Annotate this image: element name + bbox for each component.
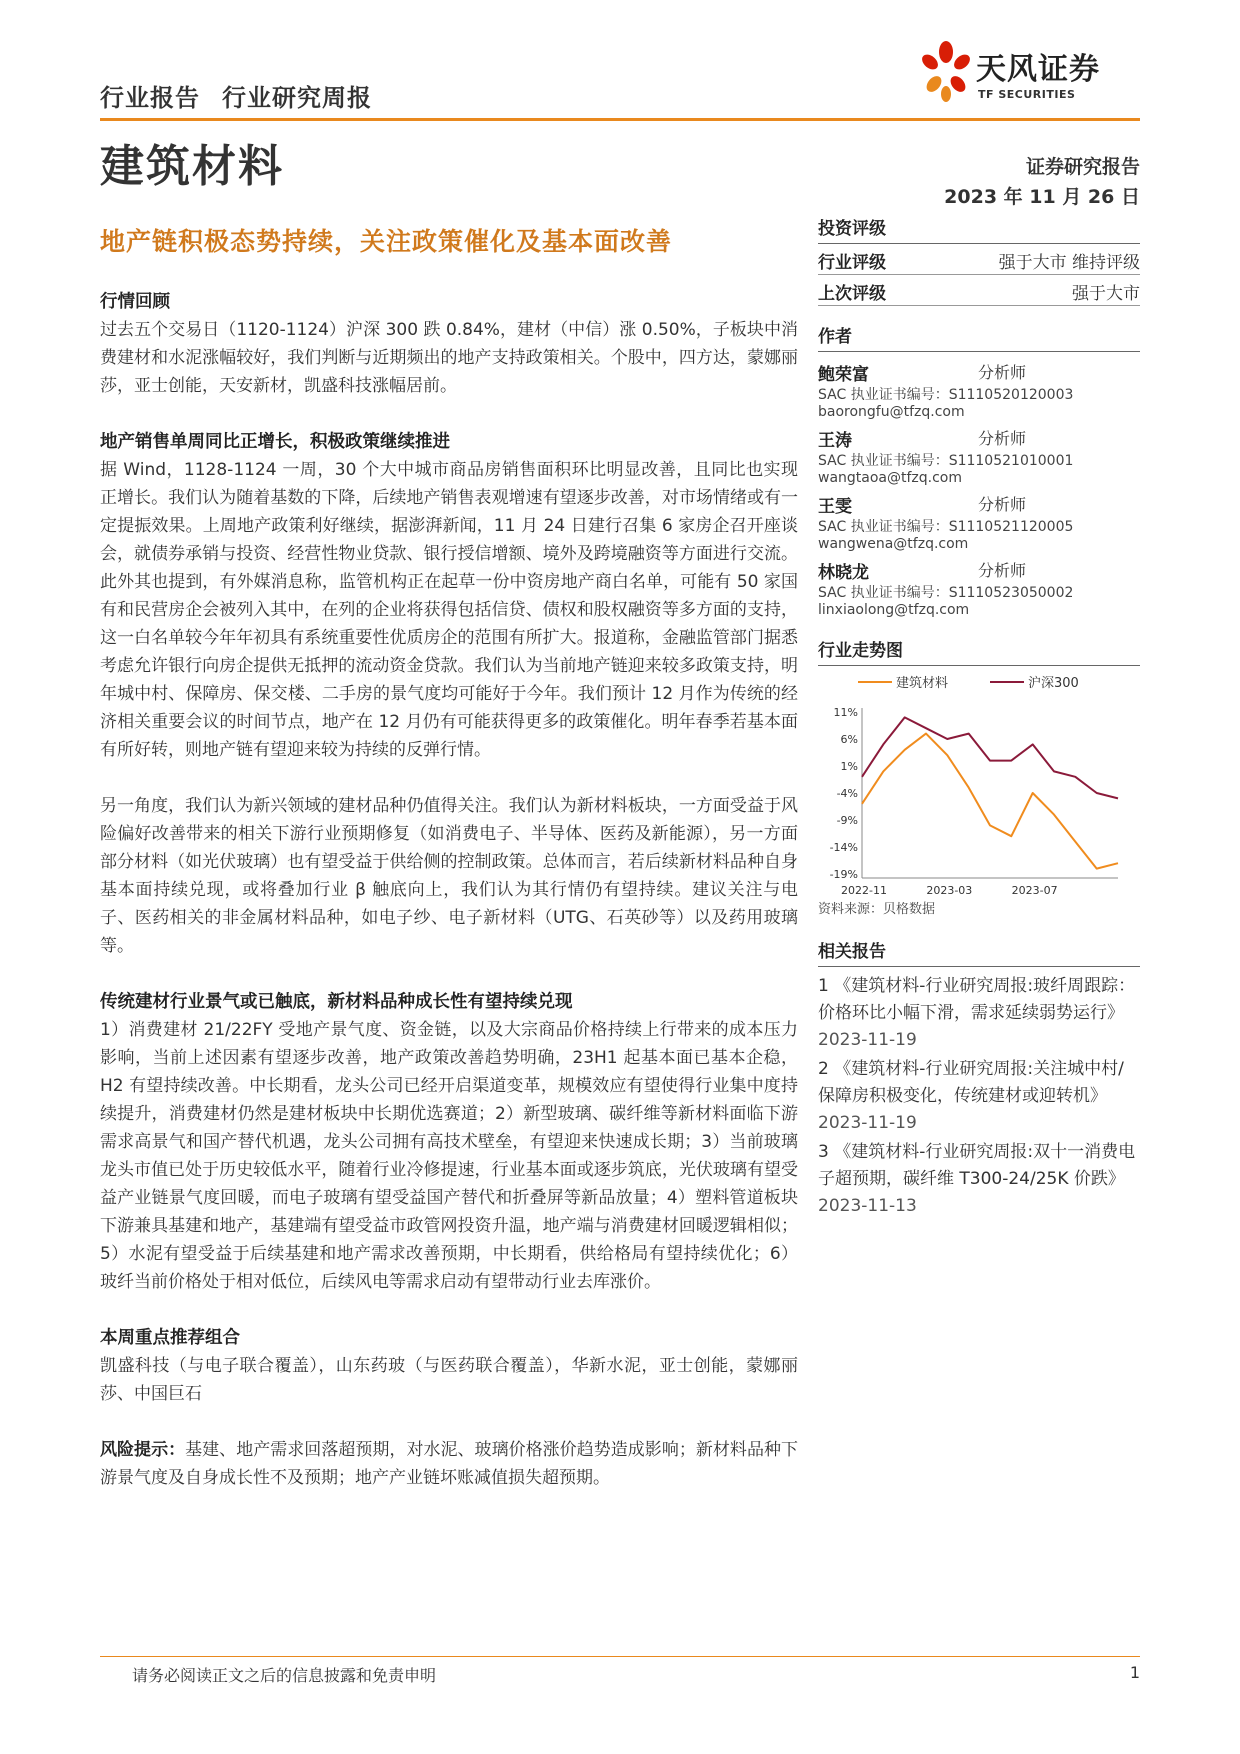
legend-label: 建筑材料 xyxy=(896,676,949,691)
logo-name-cn: 天风证券 xyxy=(976,52,1100,87)
section-property xyxy=(100,428,798,764)
author-entry xyxy=(818,492,1140,558)
author-email[interactable]: wangtaoa@tfzq.com xyxy=(818,470,963,486)
industry-title: 建筑材料 xyxy=(100,141,284,192)
section-body: 另一角度，我们认为新兴领域的建材品种仍值得关注。我们认为新材料板块，一方面受益于风险偏好改善带来的相关下游行业预期修复（如消费电子、半导体、医药及新能源），另一方面部分材料（如光伏玻璃）也有望受益于供给侧的控制政策。总体而言，若后续新材料品种自身基本面持续兑现，或将叠加行业 β 触底向上，我们认为其行情仍有望持续。建议关注与电子、医药相关的非金属材料品种，如电子纱、电子新材料（UTG、石英砂等）以及药用玻璃等。 xyxy=(100,796,798,956)
category-label: 行业报告 xyxy=(100,84,200,112)
author-email[interactable]: wangwena@tfzq.com xyxy=(818,536,969,552)
section-risk xyxy=(100,1436,798,1492)
section-picks xyxy=(100,1324,798,1408)
y-tick-label: -19% xyxy=(829,868,858,881)
section-body: 过去五个交易日（1120-1124）沪深 300 跌 0.84%，建材（中信）涨 0.50%，子板块中消费建材和水泥涨幅较好，我们判断与近期频出的地产支持政策相关。个股中，四方达，蒙娜丽莎，亚士创能，天安新材，凯盛科技涨幅居前。 xyxy=(100,320,798,396)
author-name: 王涛 xyxy=(818,431,852,451)
rating-value: 强于大市 维持评级 xyxy=(998,253,1140,273)
series-line xyxy=(862,717,1118,798)
section-traditional xyxy=(100,988,798,1296)
author-role: 分析师 xyxy=(978,561,1027,580)
section-new-materials xyxy=(100,792,798,960)
rating-value: 强于大市 xyxy=(1072,284,1140,304)
section-body: 据 Wind，1128-1124 一周，30 个大中城市商品房销售面积环比明显改善，且同比也实现正增长。我们认为随着基数的下降，后续地产销售表观增速有望逐步改善，对市场情绪或有一定提振效果。上周地产政策利好继续，据澎湃新闻，11 月 24 日建行召集 6 家房企召开座谈会，就债券承销与投资、经营性物业贷款、银行授信增额、境外及跨境融资等方面进行交流。此外其也提到，有外媒消息称，监管机构正在起草一份中资房地产商白名单，可能有 50 家国有和民营房企会被列入其中，在列的企业将获得包括信贷、债权和股权融资等多方面的支持，这一白名单较今年年初具有系统重要性优质房企的范围有所扩大。报道称，金融监管部门据悉考虑允许银行向房企提供无抵押的流动资金贷款。我们认为当前地产链迎来较多政策支持，明年城中村、保障房、保交楼、二手房的景气度均可能好于今年。我们预计 12 月作为传统的经济相关重要会议的时间节点，地产在 12 月仍有可能获得更多的政策催化。明年春季若基本面有所好转，则地产链有望迎来较为持续的反弹行情。 xyxy=(100,460,798,760)
report-date: 2023 年 11 月 26 日 xyxy=(944,186,1140,208)
rating-key: 行业评级 xyxy=(818,253,886,273)
related-report-title: 2 《建筑材料-行业研究周报:关注城中村/保障房积极变化，传统建材或迎转机》 xyxy=(818,1059,1124,1106)
authors-block xyxy=(818,320,1140,624)
related-report[interactable] xyxy=(818,1139,1140,1220)
author-entry xyxy=(818,360,1140,426)
section-body: 1）消费建材 21/22FY 受地产景气度、资金链，以及大宗商品价格持续上行带来的成本压力影响，当前上述因素有望逐步改善，地产政策改善趋势明确，23H1 起基本面已基本企稳，H2 有望持续改善。中长期看，龙头公司已经开启渠道变革，规模效应有望使得行业集中度持续提升，消费建材仍然是建材板块中长期优选赛道；2）新型玻璃、碳纤维等新材料面临下游需求高景气和国产替代机遇，龙头公司拥有高技术壁垒，有望迎来快速成长期；3）当前玻璃龙头市值已处于历史较低水平，随着行业冷修提速，行业基本面或逐步筑底，光伏玻璃有望受益产业链景气度回暖，而电子玻璃有望受益国产替代和折叠屏等新品放量；4）塑料管道板块下游兼具基建和地产，基建端有望受益市政管网投资升温，地产端与消费建材回暖逻辑相似；5）水泥有望受益于后续基建和地产需求改善预期，中长期看，供给格局有望持续优化；6）玻纤当前价格处于相对低位，后续风电等需求启动有望带动行业去库涨价。 xyxy=(100,1020,798,1292)
author-entry xyxy=(818,426,1140,492)
related-report[interactable] xyxy=(818,1056,1140,1137)
logo-name-en: TF SECURITIES xyxy=(978,88,1076,101)
industry-chart xyxy=(818,666,1140,898)
section-body: 凯盛科技（与电子联合覆盖），山东药玻（与医药联合覆盖），华新水泥，亚士创能，蒙娜丽莎、中国巨石 xyxy=(100,1356,798,1404)
author-role: 分析师 xyxy=(978,363,1027,382)
rating-row xyxy=(818,275,1140,306)
y-tick-label: -9% xyxy=(836,814,858,827)
report-type: 证券研究报告 xyxy=(1025,156,1140,178)
section-title: 地产销售单周同比正增长，积极政策继续推进 xyxy=(100,432,450,452)
author-entry xyxy=(818,558,1140,624)
risk-paragraph xyxy=(100,1436,798,1492)
related-report[interactable] xyxy=(818,973,1140,1054)
series-line xyxy=(862,734,1118,869)
related-report-date: 2023-11-13 xyxy=(818,1196,917,1216)
company-logo xyxy=(918,40,1138,110)
related-title: 相关报告 xyxy=(818,935,1140,967)
y-tick-label: 6% xyxy=(840,733,858,746)
chart-title: 行业走势图 xyxy=(818,634,1140,666)
y-tick-label: 11% xyxy=(833,706,858,719)
y-tick-label: -14% xyxy=(829,841,858,854)
sidebar xyxy=(818,212,1140,1222)
author-sac: SAC 执业证书编号：S1110520120003 xyxy=(818,387,1074,403)
x-tick-label: 2023-07 xyxy=(1011,884,1058,897)
rating-key: 上次评级 xyxy=(818,284,886,304)
y-tick-label: -4% xyxy=(836,787,858,800)
header-divider xyxy=(100,118,1140,121)
author-sac: SAC 执业证书编号：S1110523050002 xyxy=(818,585,1074,601)
risk-body: 基建、地产需求回落超预期，对水泥、玻璃价格涨价趋势造成影响；新材料品种下游景气度及自身成长性不及预期；地产产业链坏账减值损失超预期。 xyxy=(100,1440,798,1488)
report-headline: 地产链积极态势持续，关注政策催化及基本面改善 xyxy=(100,227,673,256)
footer-divider xyxy=(100,1656,1140,1657)
author-sac: SAC 执业证书编号：S1110521120005 xyxy=(818,519,1074,535)
section-title: 传统建材行业景气或已触底，新材料品种成长性有望持续兑现 xyxy=(100,992,573,1012)
rating-title: 投资评级 xyxy=(818,212,1140,244)
y-tick-label: 1% xyxy=(840,760,858,773)
section-review xyxy=(100,288,798,400)
footer-disclaimer: 请务必阅读正文之后的信息披露和免责申明 xyxy=(132,1666,437,1685)
x-tick-label: 2022-11 xyxy=(841,884,887,897)
author-name: 林晓龙 xyxy=(818,563,869,583)
related-report-date: 2023-11-19 xyxy=(818,1030,917,1050)
trend-chart-svg xyxy=(818,666,1140,898)
author-email[interactable]: linxiaolong@tfzq.com xyxy=(818,602,970,618)
authors-title: 作者 xyxy=(818,320,1140,352)
main-content xyxy=(100,288,798,1520)
related-report-date: 2023-11-19 xyxy=(818,1113,917,1133)
chart-source: 资料来源：贝格数据 xyxy=(818,902,936,917)
x-tick-label: 2023-03 xyxy=(926,884,973,897)
author-name: 鲍荣富 xyxy=(818,365,869,385)
report-category xyxy=(100,78,372,113)
risk-label: 风险提示： xyxy=(100,1440,186,1460)
flower-logo-icon xyxy=(918,40,974,104)
author-sac: SAC 执业证书编号：S1110521010001 xyxy=(818,453,1074,469)
section-title: 行情回顾 xyxy=(100,292,170,312)
legend-label: 沪深300 xyxy=(1028,676,1079,691)
page-number: 1 xyxy=(1129,1663,1140,1682)
related-report-title: 3 《建筑材料-行业研究周报:双十一消费电子超预期，碳纤维 T300-24/25K 价跌》 xyxy=(818,1142,1136,1189)
section-title: 本周重点推荐组合 xyxy=(100,1328,240,1348)
subcategory-label: 行业研究周报 xyxy=(222,84,372,112)
author-email[interactable]: baorongfu@tfzq.com xyxy=(818,404,965,420)
author-role: 分析师 xyxy=(978,429,1027,448)
author-role: 分析师 xyxy=(978,495,1027,514)
related-report-title: 1 《建筑材料-行业研究周报:玻纤周跟踪：价格环比小幅下滑，需求延续弱势运行》 xyxy=(818,976,1136,1023)
rating-row xyxy=(818,244,1140,275)
author-name: 王雯 xyxy=(818,497,852,517)
